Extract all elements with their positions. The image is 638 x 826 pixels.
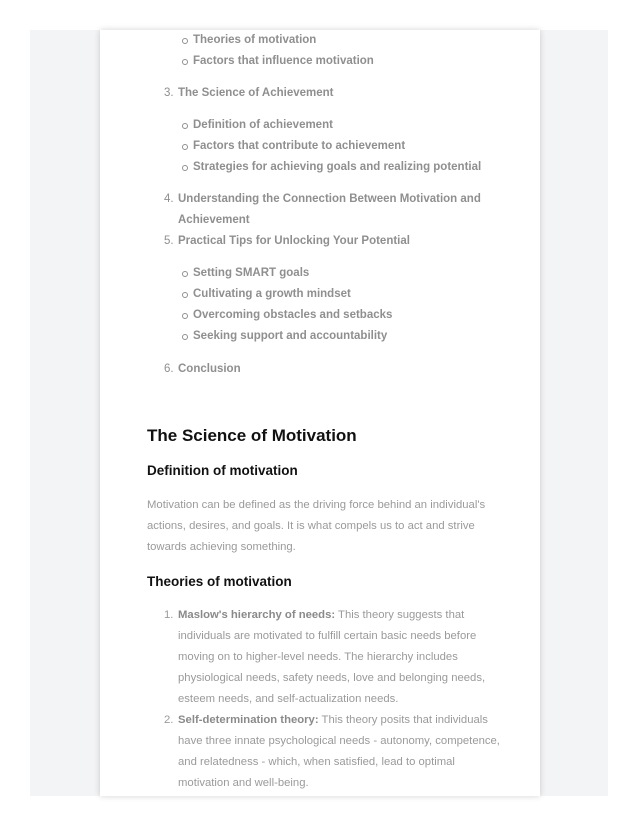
toc-subitem: Overcoming obstacles and setbacks <box>193 305 392 326</box>
toc-subitem: Factors that influence motivation <box>193 51 374 72</box>
toc-subitem: Setting SMART goals <box>193 263 309 284</box>
toc-subitem: Definition of achievement <box>193 115 333 136</box>
toc-subitem: Strategies for achieving goals and realizing potential <box>193 157 481 178</box>
hollow-bullet-icon <box>182 144 188 150</box>
toc-subitem: Seeking support and accountability <box>193 326 387 347</box>
document-page[interactable] <box>100 30 540 796</box>
definition-paragraph: Motivation can be defined as the driving force behind an individual's actions, desires, and goals. It is what compels us to act and strive towards achieving something. <box>147 499 486 553</box>
hollow-bullet-icon <box>182 123 188 129</box>
hollow-bullet-icon <box>182 59 188 65</box>
hollow-bullet-icon <box>182 38 188 44</box>
hollow-bullet-icon <box>182 313 188 319</box>
toc-item-4: 4. Understanding the Connection Between Motivation and Achievement <box>164 193 481 226</box>
toc-subitem: Cultivating a growth mindset <box>193 284 351 305</box>
theory-item-1: 1. Maslow's hierarchy of needs: This theory suggests that individuals are motivated to fulfill certain basic needs before moving on to higher-level needs. The hierarchy includes physiological needs, safety needs, love and belonging needs, esteem needs, and self-actualization needs. <box>164 609 486 705</box>
hollow-bullet-icon <box>182 165 188 171</box>
section-title: The Science of Motivation <box>147 426 357 445</box>
toc-item-5: 5. Practical Tips for Unlocking Your Potential <box>164 235 410 247</box>
hollow-bullet-icon <box>182 271 188 277</box>
toc-item-3: 3. The Science of Achievement <box>164 87 334 99</box>
toc-item-6: 6. Conclusion <box>164 363 241 375</box>
theory-term: Self-determination theory: <box>178 714 319 726</box>
theory-term: Maslow's hierarchy of needs: <box>178 609 336 621</box>
hollow-bullet-icon <box>182 334 188 340</box>
toc-subitem: Theories of motivation <box>193 30 316 51</box>
toc-subitem: Factors that contribute to achievement <box>193 136 405 157</box>
theory-item-2: 2. Self-determination theory: This theory posits that individuals have three innate psychological needs - autonomy, competence, and relatedness - which, when satisfied, lead to optimal motivation and well-being. <box>164 714 500 789</box>
theories-heading: Theories of motivation <box>147 574 292 589</box>
hollow-bullet-icon <box>182 292 188 298</box>
definition-heading: Definition of motivation <box>147 463 298 478</box>
